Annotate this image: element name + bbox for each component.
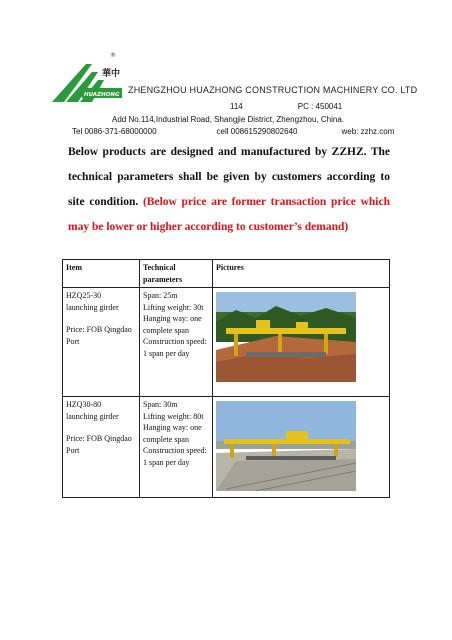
svg-text:華中: 華中	[102, 69, 121, 79]
picture-cell	[213, 288, 390, 397]
speed-spec: Construction speed: 1 span per day	[143, 446, 207, 467]
contact-line	[72, 127, 394, 136]
intro-paragraph	[68, 140, 390, 240]
column-header-pictures: Pictures	[213, 260, 390, 288]
item-cell	[63, 288, 140, 397]
website[interactable]: web: zzhz.com	[341, 127, 395, 136]
column-header-item: Item	[63, 260, 140, 288]
company-logo	[52, 58, 124, 102]
price-terms: Price: FOB Qingdao Port	[66, 325, 132, 346]
picture-cell	[213, 397, 390, 498]
product-type: launching girder	[66, 411, 119, 421]
product-type: launching girder	[66, 302, 119, 312]
postcode: PC : 450041	[297, 102, 343, 111]
launching-girder-photo	[216, 401, 356, 491]
span-spec: Span: 25m	[143, 291, 178, 300]
intro-text: Below products are designed and manufactured by ZZHZ. The technical parameters shall be given by customers according to site condition.	[68, 146, 390, 208]
postal-line	[230, 102, 342, 111]
telephone: Tel 0086-371-68000000	[72, 127, 157, 136]
table-row	[63, 397, 390, 498]
lifting-spec: Lifting weight: 30t	[143, 302, 204, 312]
column-header-parameters: Technical parameters	[140, 260, 213, 288]
lifting-spec: Lifting weight: 80t	[143, 411, 204, 421]
model-name: HZQ30-80	[66, 400, 102, 409]
parameters-cell	[140, 288, 213, 397]
registered-mark: ®	[110, 52, 116, 59]
svg-text:HUAZHONG: HUAZHONG	[84, 92, 120, 98]
price-terms: Price: FOB Qingdao Port	[66, 434, 132, 455]
cell-phone: cell 008615290802640	[216, 127, 298, 136]
product-table	[62, 259, 390, 498]
address-line: Add No.114,Industrial Road, Shangjie District, Zhengzhou, China.	[112, 115, 344, 124]
letterhead	[0, 0, 452, 140]
item-cell	[63, 397, 140, 498]
table-header-row	[63, 260, 390, 288]
hanging-spec: Hanging way: one complete span	[143, 314, 202, 335]
hanging-spec: Hanging way: one complete span	[143, 423, 202, 444]
company-name: ZHENGZHOU HUAZHONG CONSTRUCTION MACHINERY CO. LTD	[128, 85, 418, 95]
parameters-cell	[140, 397, 213, 498]
postbox: 114	[230, 102, 243, 111]
price-note: (Below price are former transaction price which may be lower or higher according to customer’s demand)	[68, 196, 391, 233]
launching-girder-photo	[216, 292, 356, 382]
model-name: HZQ25-30	[66, 291, 102, 300]
span-spec: Span: 30m	[143, 400, 178, 409]
speed-spec: Construction speed: 1 span per day	[143, 337, 207, 358]
table-row	[63, 288, 390, 397]
